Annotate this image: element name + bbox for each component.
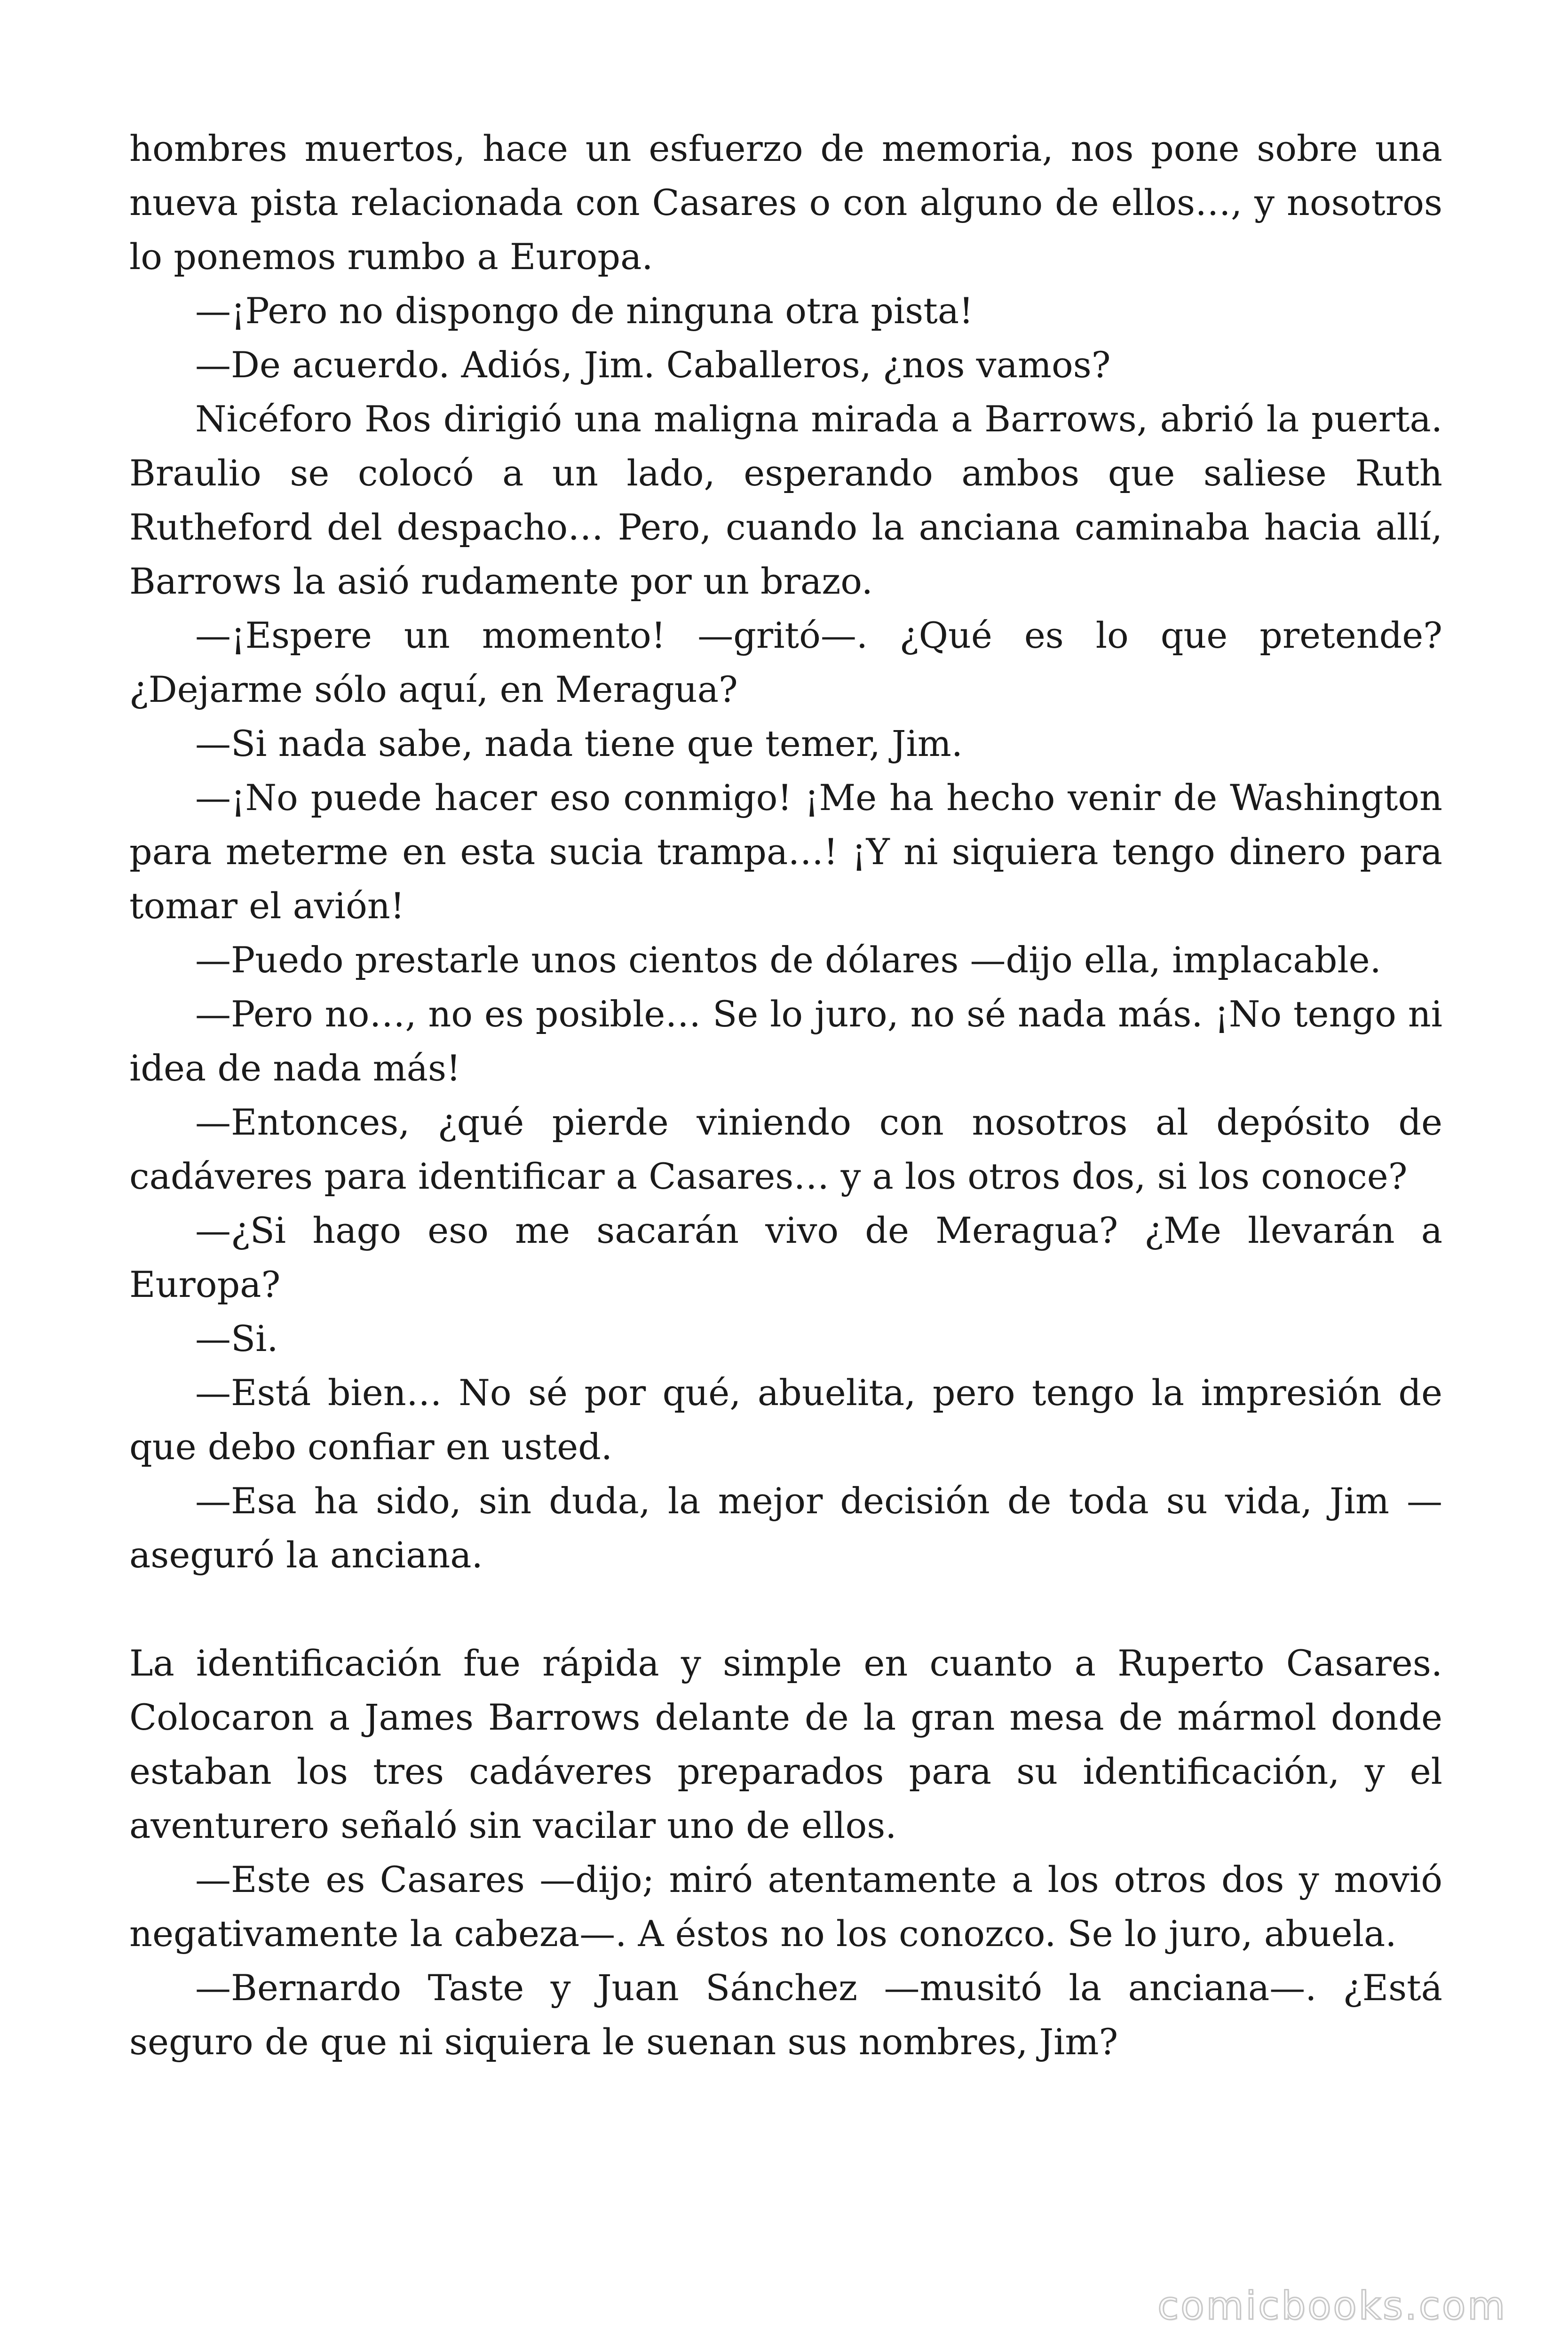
- paragraph: —Pero no…, no es posible… Se lo juro, no sé nada más. ¡No tengo ni idea de nada más!: [129, 993, 1442, 1089]
- paragraph: —De acuerdo. Adiós, Jim. Caballeros, ¿nos vamos?: [195, 344, 1111, 386]
- paragraph: —Puedo prestarle unos cientos de dólares —dijo ella, implacable.: [195, 939, 1381, 981]
- paragraph: —Entonces, ¿qué pierde viniendo con nosotros al depósito de cadáveres para identificar a Casares… y a los otros dos, si los conoce?: [129, 1101, 1442, 1197]
- watermark: comicbooks.com: [1157, 2284, 1507, 2328]
- paragraph: —¡Espere un momento! —gritó—. ¿Qué es lo que pretende? ¿Dejarme sólo aquí, en Meragua?: [129, 614, 1442, 710]
- paragraph: —Bernardo Taste y Juan Sánchez —musitó la anciana—. ¿Está seguro de que ni siquiera le suenan sus nombres, Jim?: [129, 1967, 1442, 2063]
- paragraph: Nicéforo Ros dirigió una maligna mirada a Barrows, abrió la puerta. Braulio se colocó a un lado, esperando ambos que saliese Ruth Rutheford del despacho… Pero, cuando la anciana caminaba hacia allí, Barrows la asió rudamente por un brazo.: [129, 398, 1442, 602]
- paragraph: hombres muertos, hace un esfuerzo de memoria, nos pone sobre una nueva pista relacionada con Casares o con alguno de ellos…, y nosotros lo ponemos rumbo a Europa.: [129, 127, 1442, 278]
- paragraph: —Esa ha sido, sin duda, la mejor decisión de toda su vida, Jim —aseguró la anciana.: [129, 1480, 1442, 1576]
- paragraph: —¡Pero no dispongo de ninguna otra pista!: [195, 290, 974, 332]
- paragraph: —¿Si hago eso me sacarán vivo de Meragua? ¿Me llevarán a Europa?: [129, 1209, 1442, 1305]
- body-text: [129, 121, 1442, 2069]
- paragraph: —¡No puede hacer eso conmigo! ¡Me ha hecho venir de Washington para meterme en esta sucia trampa…! ¡Y ni siquiera tengo dinero para tomar el avión!: [129, 777, 1442, 927]
- paragraph-section-start: La identificación fue rápida y simple en cuanto a Ruperto Casares. Colocaron a James Barrows delante de la gran mesa de mármol donde estaban los tres cadáveres preparados para su identificación, y el aventurero señaló sin vacilar uno de ellos.: [129, 1642, 1442, 1846]
- paragraph: —Si.: [195, 1318, 278, 1359]
- paragraph: —Si nada sabe, nada tiene que temer, Jim.: [195, 723, 963, 764]
- paragraph: —Está bien… No sé por qué, abuelita, pero tengo la impresión de que debo confiar en usted.: [129, 1372, 1442, 1468]
- paragraph: —Este es Casares —dijo; miró atentamente a los otros dos y movió negativamente la cabeza—. A éstos no los conozco. Se lo juro, abuela.: [129, 1859, 1442, 1955]
